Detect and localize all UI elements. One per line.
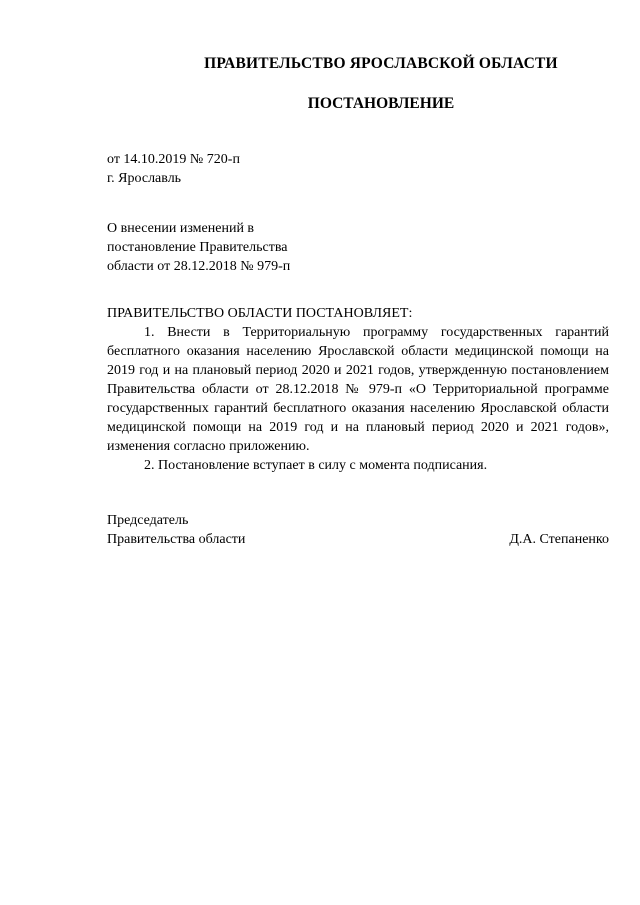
clause-1: 1. Внести в Территориальную программу государственных гарантий бесплатного оказания населению Ярославской области медицинской помощи на 2019 год и на плановый период 2020 и 2021 годов, утвержденную постановлением Правительства области от 28.12.2018 № 979-п «О Территориальной программе государственных гарантий бесплатного оказания населению Ярославской области медицинской помощи на 2019 год и на плановый период 2020 и 2021 годов», изменения согласно приложению. [107, 325, 609, 454]
signatory-position-line: Председатель [107, 513, 189, 528]
subject-line: постановление Правительства [107, 240, 288, 255]
document-body [107, 304, 609, 475]
document-meta [107, 150, 240, 188]
organization-title: ПРАВИТЕЛЬСТВО ЯРОСЛАВСКОЙ ОБЛАСТИ [204, 55, 558, 72]
subject-line: области от 28.12.2018 № 979-п [107, 259, 291, 274]
clause-2: 2. Постановление вступает в силу с момента подписания. [144, 458, 488, 473]
document-type-title: ПОСТАНОВЛЕНИЕ [307, 95, 455, 112]
signatory-name: Д.А. Степаненко [509, 532, 609, 547]
signature-row [107, 530, 609, 549]
city: г. Ярославль [107, 171, 182, 186]
document-subject [107, 219, 290, 276]
subject-line: О внесении изменений в [107, 221, 255, 236]
signatory-position-line: Правительства области [107, 532, 246, 547]
signature-block [107, 511, 609, 549]
preamble: ПРАВИТЕЛЬСТВО ОБЛАСТИ ПОСТАНОВЛЯЕТ: [107, 306, 413, 321]
date-number: от 14.10.2019 № 720-п [107, 152, 240, 167]
